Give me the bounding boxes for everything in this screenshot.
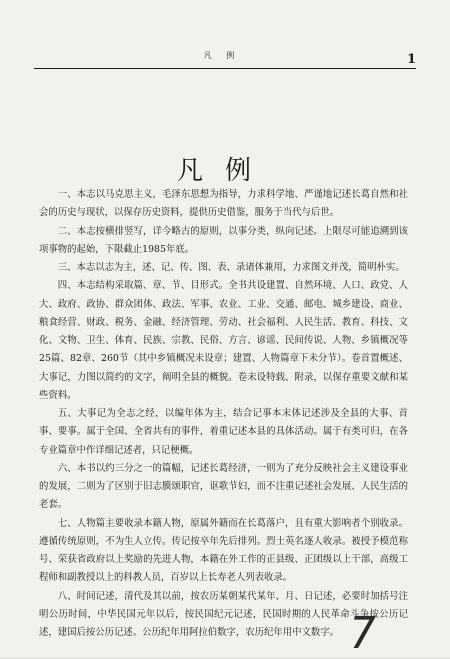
body-text	[39, 186, 408, 642]
paragraph-3: 三、本志以志为主，述、记、传、图、表、录诸体兼用，力求图文并茂，简明朴实。	[57, 262, 405, 273]
paragraph-2: 二、本志按横排竖写，详今略古的原则，以事分类，纵向记述。上限尽可能追溯到该项事物的起始，下限截止1985年底。	[39, 225, 408, 255]
paragraph-7: 七、人物篇主要收录本籍人物，原属外籍而在长葛落户，且有重大影响者个别收录。遵循传统原则，不为生人立传。传记按卒年先后排列。烈士英名逐人收录。被授予模范称号、荣获省政府以上奖励的先进人物，本籍在外工作的正县级、正团级以上干部，高级工程师和副教授以上的科教人员，百岁以上长寿老人列表收录。	[39, 517, 408, 584]
running-title: 凡 例	[203, 51, 241, 60]
page-number: 1	[406, 52, 416, 67]
paragraph-6: 六、本书以约三分之一的篇幅，记述长葛经济，一则为了充分反映社会主义建设事业的发展，二则为了区别于旧志膜颂职官，讴歌节妇，而不注重记述社会发展、人民生活的老套。	[39, 462, 408, 511]
paragraph-5: 五、大事记为全志之经，以编年体为主，结合记事本末体记述涉及全县的大事、首事、要事。属于全国、全省共有的事件，着重记述本县的具体活动。属于有类可归，在各专业篇章中作详细记述者，只记梗概。	[39, 408, 408, 456]
paragraph-4: 四、本志结构采取篇、章、节、目形式。全书共设建置、自然环境、人口、政党、人大、政府、政协、群众团体、政法、军事、农业、工业、交通、邮电、城乡建设、商业、粮食经营、财政、税务、金融、经济管理、劳动、社会福利、人民生活、教育、科技、文化、文物、卫生、体育、民族、宗教、民俗、方言、谚谣、民间传说、人物、乡镇概况等25篇、82章、260节（其中乡镇概况未设章；建置、人物篇章下未分节）。卷首置概述、大事记，力图以简约的文字，阐明全县的概貌。卷末设特载、附录，以保存重要文献和某些资料。	[39, 280, 408, 401]
page-title: 凡例	[176, 156, 273, 187]
handwritten-mark: 7	[343, 608, 381, 659]
header-rule	[34, 68, 416, 69]
paragraph-8: 八、时间记述，清代及其以前，按农历某朝某代某年、月、日记述，必要时加括号注明公历时间，中华民国元年以后，按民国纪元记述，民国时期的人民革命斗争按公历记述，建国后按公历记述。公历纪年用阿拉伯数字，农历纪年用中文数字。	[39, 590, 408, 638]
paragraph-1: 一、本志以马克思主义，毛泽东思想为指导，力求科学地、严谨地记述长葛自然和社会的历史与现状，以保存历史资料，提供历史借鉴，服务于当代与后世。	[39, 189, 408, 219]
